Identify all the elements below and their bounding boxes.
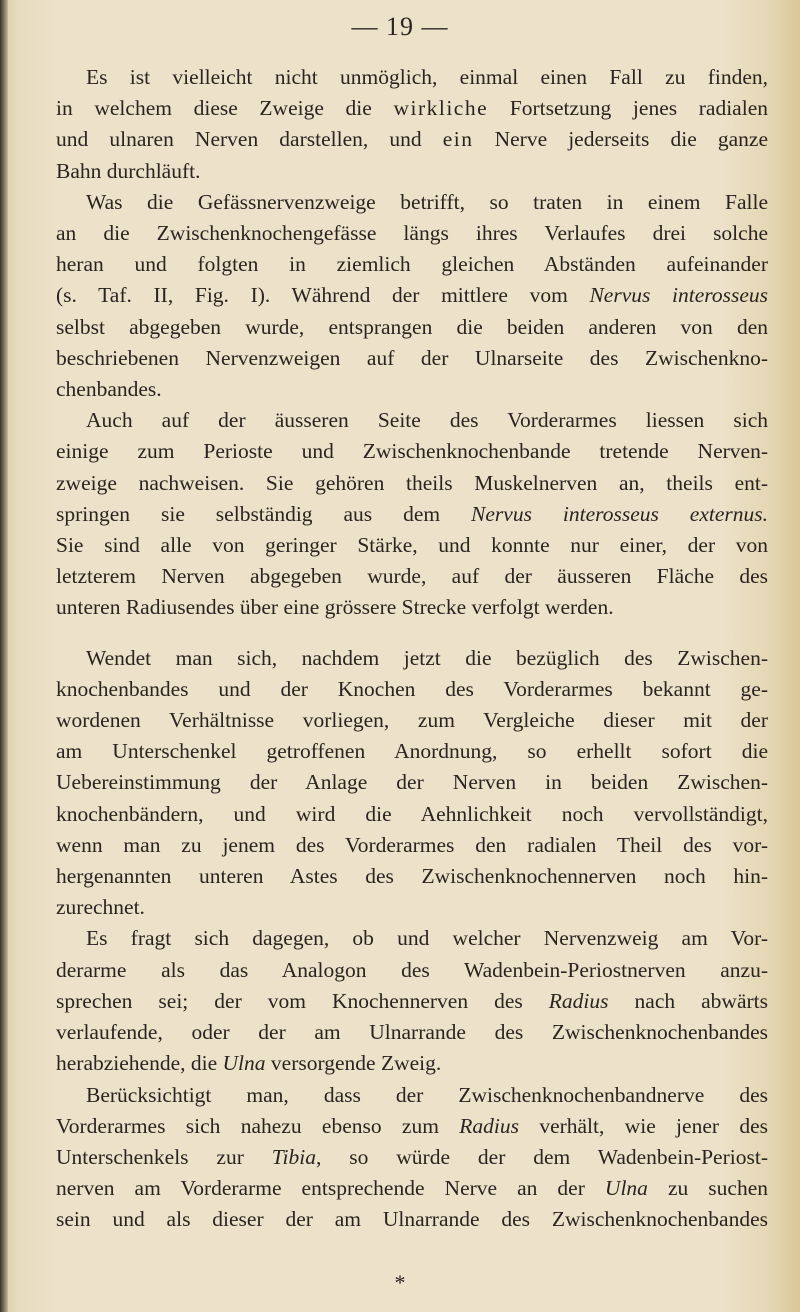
text-line: zurechnet. xyxy=(56,895,145,920)
text-line: Sie sind alle von geringer Stärke, und konnte nur einer, der von xyxy=(56,533,768,558)
body-text xyxy=(56,62,768,1236)
text-line: am Unterschenkel getroffenen Anordnung, so erhellt sofort die xyxy=(56,739,768,764)
text-segment: und ulnaren Nerven darstellen, und xyxy=(56,127,443,152)
text-line xyxy=(56,499,768,530)
text-line: Berücksichtigt man, dass der Zwischenknochenbandnerve des xyxy=(86,1082,768,1107)
text-line: sein und als dieser der am Ulnarrande des Zwischenknochenbandes xyxy=(56,1207,768,1232)
paragraph-5 xyxy=(56,923,768,1079)
text-line: Bahn durchläuft. xyxy=(56,158,201,183)
italic-term: Nervus interosseus externus. xyxy=(471,501,768,526)
italic-term: Ulna xyxy=(604,1176,648,1201)
paragraph-3 xyxy=(56,405,768,623)
text-line: unteren Radiusendes über eine grössere Strecke verfolgt werden. xyxy=(56,595,614,620)
text-segment: nerven am Vorderarme entsprechende Nerve an der xyxy=(56,1176,605,1201)
text-segment: versorgende Zweig. xyxy=(265,1051,442,1076)
italic-term: Nervus interosseus xyxy=(589,283,768,308)
text-line: knochenbandes und der Knochen des Vorderarmes bekannt ge- xyxy=(56,676,768,701)
text-line: Was die Gefässnervenzweige betrifft, so traten in einem Falle xyxy=(86,189,768,214)
text-line: Es ist vielleicht nicht unmöglich, einmal einen Fall zu finden, xyxy=(86,65,768,89)
text-segment: verhält, wie jener des xyxy=(519,1113,768,1138)
paragraph-6 xyxy=(56,1080,768,1236)
text-line: letzterem Nerven abgegeben wurde, auf der äusseren Fläche des xyxy=(56,564,768,589)
italic-term: Tibia xyxy=(271,1144,316,1169)
text-line: selbst abgegeben wurde, entsprangen die beiden anderen von den xyxy=(56,314,768,339)
italic-term: Ulna xyxy=(222,1051,266,1076)
text-segment: sprechen sei; der vom Knochennerven des xyxy=(56,988,549,1013)
text-segment: Fortsetzung jenes radialen xyxy=(488,96,768,121)
text-segment: springen sie selbständig aus dem xyxy=(56,501,472,526)
text-line: Uebereinstimmung der Anlage der Nerven in beiden Zwischen- xyxy=(56,770,768,795)
emphasis-spaced: ein xyxy=(442,127,474,152)
text-line xyxy=(56,124,768,155)
text-line: verlaufende, oder der am Ulnarrande des Zwischenknochenbandes xyxy=(56,1020,768,1045)
paragraph-4 xyxy=(56,643,768,924)
text-line xyxy=(56,1111,768,1142)
footnote-asterisk: * xyxy=(394,1270,406,1295)
text-line: heran und folgten in ziemlich gleichen Abständen aufeinander xyxy=(56,252,768,277)
text-line: wordenen Verhältnisse vorliegen, zum Vergleiche dieser mit der xyxy=(56,708,768,733)
text-line: einige zum Perioste und Zwischenknochenbande tretende Nerven- xyxy=(56,439,768,464)
text-line: knochenbändern, und wird die Aehnlichkeit noch vervollständigt, xyxy=(56,801,768,826)
text-line: Wendet man sich, nachdem jetzt die bezüglich des Zwischen- xyxy=(86,645,768,670)
text-line: Es fragt sich dagegen, ob und welcher Nervenzweig am Vor- xyxy=(86,926,768,951)
text-line xyxy=(56,1048,768,1079)
text-line xyxy=(56,1173,768,1204)
text-line: beschriebenen Nervenzweigen auf der Ulnarseite des Zwischenkno- xyxy=(56,345,768,370)
paragraph-gap xyxy=(56,624,768,643)
text-segment: Vorderarmes sich nahezu ebenso zum xyxy=(56,1113,460,1138)
italic-term: Radius xyxy=(548,988,609,1013)
text-segment: Unterschenkels zur xyxy=(56,1144,272,1169)
italic-term: Radius xyxy=(459,1113,519,1138)
text-segment: (s. Taf. II, Fig. I). Während der mittlere vom xyxy=(56,283,590,308)
text-segment: herabziehende, die xyxy=(56,1051,223,1076)
page-binding-edge xyxy=(0,0,8,1312)
text-line xyxy=(56,93,768,124)
text-line: chenbandes. xyxy=(56,377,162,402)
text-line: wenn man zu jenem des Vorderarmes den radialen Theil des vor- xyxy=(56,832,768,857)
emphasis-spaced: wirkliche xyxy=(393,96,489,121)
text-segment: Nerve jederseits die ganze xyxy=(473,127,768,152)
text-line: hergenannten unteren Astes des Zwischenknochennerven noch hin- xyxy=(56,864,768,889)
paragraph-2 xyxy=(56,187,768,405)
text-segment: zu suchen xyxy=(647,1176,768,1201)
text-line xyxy=(56,1142,768,1173)
text-line: zweige nachweisen. Sie gehören theils Muskelnerven an, theils ent- xyxy=(56,470,768,495)
text-segment: in welchem diese Zweige die xyxy=(56,96,394,121)
text-line xyxy=(56,986,768,1017)
text-segment: nach abwärts xyxy=(608,988,768,1013)
text-line: an die Zwischenknochengefässe längs ihres Verlaufes drei solche xyxy=(56,221,768,246)
text-segment: , so würde der dem Wadenbein-Periost- xyxy=(316,1144,768,1169)
page-number: — 19 — xyxy=(351,12,449,41)
paragraph-1 xyxy=(56,62,768,187)
text-line: Auch auf der äusseren Seite des Vorderarmes liessen sich xyxy=(86,408,768,433)
text-line xyxy=(56,280,768,311)
text-line: derarme als das Analogon des Wadenbein-Periostnerven anzu- xyxy=(56,957,768,982)
